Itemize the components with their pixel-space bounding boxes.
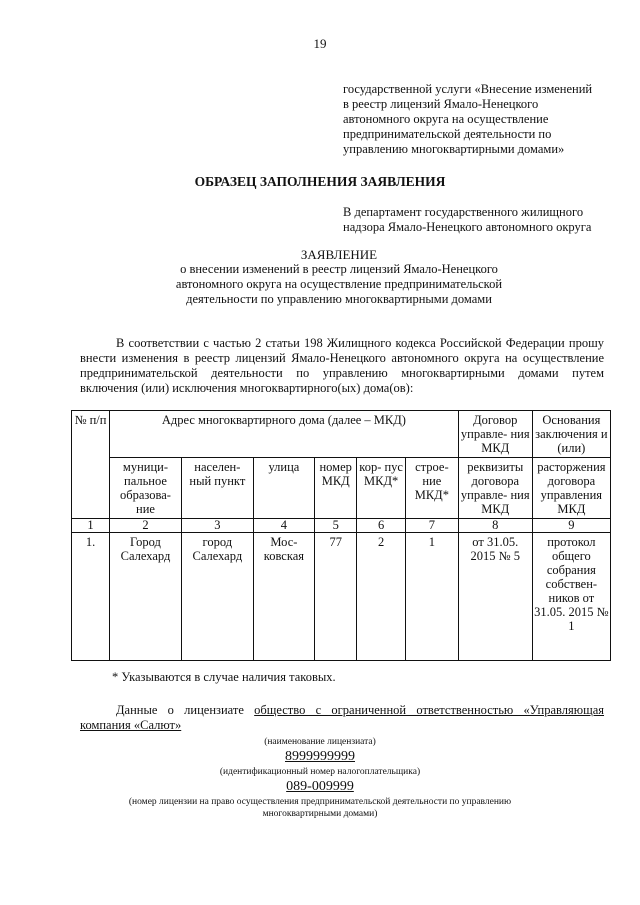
page-number: 19 xyxy=(313,36,327,51)
table-row xyxy=(72,533,611,661)
addressee-line: В департамент государственного жилищного xyxy=(343,205,584,219)
subheader-municipality: муници- пальное образова- ние xyxy=(110,458,182,519)
footnote: * Указываются в случае наличия таковых. xyxy=(112,670,336,684)
column-number: 6 xyxy=(357,519,406,533)
paragraph-line: В соответствии с частью 2 статьи 198 Жилищного кодекса Российской Федерации прошу xyxy=(116,336,604,350)
mkd-table xyxy=(71,410,611,661)
statement-heading: ЗАЯВЛЕНИЕ xyxy=(300,247,378,262)
cell-structure: 1 xyxy=(405,533,458,661)
column-number: 8 xyxy=(458,519,532,533)
inn-value: 8999999999 xyxy=(285,749,355,764)
cell-settlement: город Салехард xyxy=(181,533,253,661)
subheader-settlement: населен- ный пункт xyxy=(181,458,253,519)
licensee-block xyxy=(80,703,604,733)
cell-basis: протокол общего собрания собствен- ников от 31.05. 2015 № 1 xyxy=(532,533,610,661)
license-caption: многоквартирными домами) xyxy=(262,809,378,819)
column-number: 5 xyxy=(315,519,357,533)
cell-municipality: Город Салехард xyxy=(110,533,182,661)
addressee-block xyxy=(343,205,633,235)
doc-title: ОБРАЗЕЦ ЗАПОЛНЕНИЯ ЗАЯВЛЕНИЯ xyxy=(194,174,446,189)
column-number: 1 xyxy=(72,519,110,533)
licensee-line xyxy=(80,703,604,718)
intro-block xyxy=(343,82,633,157)
license-number-value: 089-009999 xyxy=(286,779,354,794)
column-number: 3 xyxy=(181,519,253,533)
addressee-line: надзора Ямало-Ненецкого автономного округа xyxy=(343,220,592,234)
intro-line: автономного округа на осуществление xyxy=(343,112,549,126)
statement-line: автономного округа на осуществление предпринимательской xyxy=(175,277,503,291)
table-subheader-row xyxy=(72,458,611,519)
cell-street: Мос- ковская xyxy=(253,533,314,661)
subheader-structure: строе- ние МКД* xyxy=(405,458,458,519)
intro-line: управлению многоквартирными домами» xyxy=(343,142,565,156)
column-number: 2 xyxy=(110,519,182,533)
request-paragraph xyxy=(80,336,604,396)
subheader-contract-details: реквизиты договора управле- ния МКД xyxy=(458,458,532,519)
paragraph-line: внести изменения в реестр лицензий Ямало-Ненецкого автономного округа на осуществление xyxy=(80,351,604,365)
statement-line: о внесении изменений в реестр лицензий Ямало-Ненецкого xyxy=(180,262,498,276)
subheader-house: номер МКД xyxy=(315,458,357,519)
licensee-name-part1: общество с ограниченной ответственностью «Управляющая xyxy=(254,703,605,717)
license-caption: (номер лицензии на право осуществления предпринимательской деятельности по управлению xyxy=(128,797,512,807)
header-contract: Договор управле- ния МКД xyxy=(458,411,532,458)
header-basis: Основания заключения и (или) xyxy=(532,411,610,458)
cell-house: 77 xyxy=(315,533,357,661)
cell-contract: от 31.05. 2015 № 5 xyxy=(458,533,532,661)
subheader-building: кор- пус МКД* xyxy=(357,458,406,519)
licensee-name-caption: (наименование лицензиата) xyxy=(264,737,376,747)
header-address: Адрес многоквартирного дома (далее – МКД) xyxy=(110,411,459,458)
statement-line: деятельности по управлению многоквартирными домами xyxy=(186,292,492,306)
licensee-line xyxy=(80,718,604,733)
licensee-prefix: Данные о лицензиате xyxy=(116,703,244,717)
cell-building: 2 xyxy=(357,533,406,661)
paragraph-line: предпринимательской деятельности по управлению многоквартирными домами путем xyxy=(80,366,604,380)
cell-num: 1. xyxy=(72,533,110,661)
subheader-basis-details: расторжения договора управления МКД xyxy=(532,458,610,519)
column-number: 4 xyxy=(253,519,314,533)
inn-caption: (идентификационный номер налогоплательщика) xyxy=(219,767,421,777)
table-header-row xyxy=(72,411,611,458)
column-number-row xyxy=(72,519,611,533)
statement-heading-block xyxy=(0,247,640,307)
intro-line: государственной услуги «Внесение изменений xyxy=(343,82,593,96)
licensee-name-part2: компания «Салют» xyxy=(80,718,182,732)
intro-line: предпринимательской деятельности по xyxy=(343,127,552,141)
subheader-street: улица xyxy=(253,458,314,519)
column-number: 9 xyxy=(532,519,610,533)
column-number: 7 xyxy=(405,519,458,533)
header-num: № п/п xyxy=(72,411,110,519)
paragraph-line: включения (или) исключения многоквартирного(ых) дома(ов): xyxy=(80,381,414,395)
intro-line: в реестр лицензий Ямало-Ненецкого xyxy=(343,97,539,111)
